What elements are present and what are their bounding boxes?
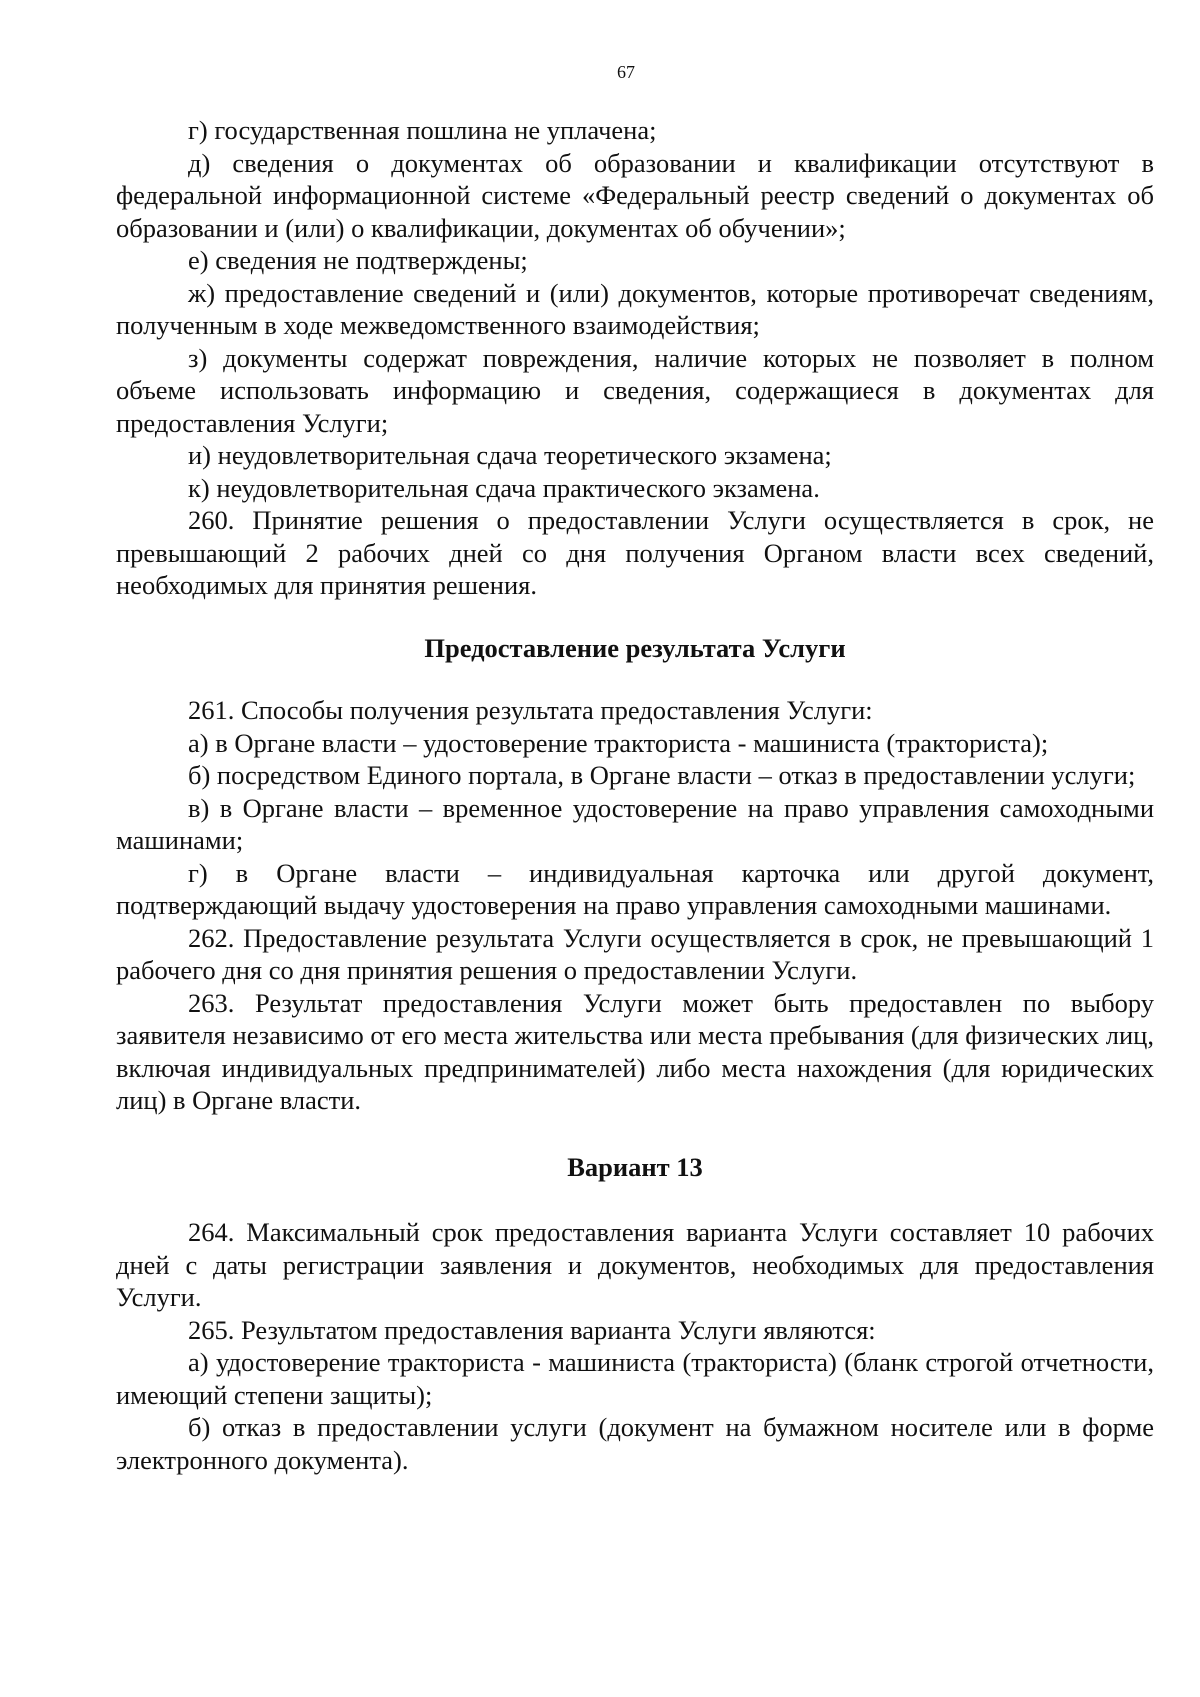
paragraph-item-g: г) государственная пошлина не уплачена; — [188, 115, 657, 145]
paragraph-item-zh: ж) предоставление сведений и (или) документов, которые противоречат сведениям, полученным в ходе межведомственного взаимодействия; — [116, 277, 1154, 340]
paragraph-item-e: е) сведения не подтверждены; — [188, 245, 528, 275]
paragraph-265-b: б) отказ в предоставлении услуги (документ на бумажном носителе или в форме электронного документа). — [116, 1412, 1154, 1475]
paragraph-265-a: а) удостоверение тракториста - машиниста (тракториста) (бланк строгой отчетности, имеющий степени защиты); — [116, 1347, 1154, 1410]
paragraph-261-v: в) в Органе власти – временное удостоверение на право управления самоходными машинами; — [116, 792, 1154, 855]
paragraph-item-z: з) документы содержат повреждения, наличие которых не позволяет в полном объеме использовать информацию и сведения, содержащиеся в документах для предоставления Услуги; — [116, 342, 1154, 438]
paragraph-265: 265. Результатом предоставления варианта Услуги являются: — [188, 1314, 876, 1345]
paragraph-261-a: а) в Органе власти – удостоверение тракториста - машиниста (тракториста); — [188, 727, 1049, 758]
page-content — [116, 60, 1154, 1476]
paragraph-263: 263. Результат предоставления Услуги может быть предоставлен по выбору заявителя независимо от его места жительства или места пребывания (для физических лиц, включая индивидуальных предпринимателей) либо места нахождения (для юридических лиц) в Органе власти. — [116, 987, 1154, 1115]
paragraph-261-g: г) в Органе власти – индивидуальная карточка или другой документ, подтверждающий выдачу удостоверения на право управления самоходными машинами. — [116, 857, 1154, 920]
page-number: 67 — [617, 62, 635, 82]
section-block-2 — [116, 694, 1154, 1117]
paragraph-261-b: б) посредством Единого портала, в Органе власти – отказ в предоставлении услуги; — [188, 760, 1136, 790]
paragraph-264: 264. Максимальный срок предоставления варианта Услуги составляет 10 рабочих дней с даты регистрации заявления и документов, необходимых для предоставления Услуги. — [116, 1217, 1154, 1312]
paragraph-item-k: к) неудовлетворительная сдача практического экзамена. — [188, 472, 820, 503]
section-heading-variant-13: Вариант 13 — [567, 1151, 703, 1182]
section-heading-result: Предоставление результата Услуги — [424, 632, 846, 663]
paragraph-260: 260. Принятие решения о предоставлении Услуги осуществляется в срок, не превышающий 2 рабочих дней со дня получения Органом власти всех сведений, необходимых для принятия решения. — [116, 505, 1154, 600]
section-block-1 — [116, 114, 1154, 602]
paragraph-261: 261. Способы получения результата предоставления Услуги: — [188, 695, 873, 725]
paragraph-262: 262. Предоставление результата Услуги осуществляется в срок, не превышающий 1 рабочего дня со дня принятия решения о предоставлении Услуги. — [116, 922, 1154, 985]
paragraph-item-d: д) сведения о документах об образовании и квалификации отсутствуют в федеральной информационной системе «Федеральный реестр сведений о документах об образовании и (или) о квалификации, документах об обучении»; — [116, 147, 1154, 243]
section-block-3 — [116, 1216, 1154, 1476]
paragraph-item-i: и) неудовлетворительная сдача теоретического экзамена; — [188, 440, 832, 470]
